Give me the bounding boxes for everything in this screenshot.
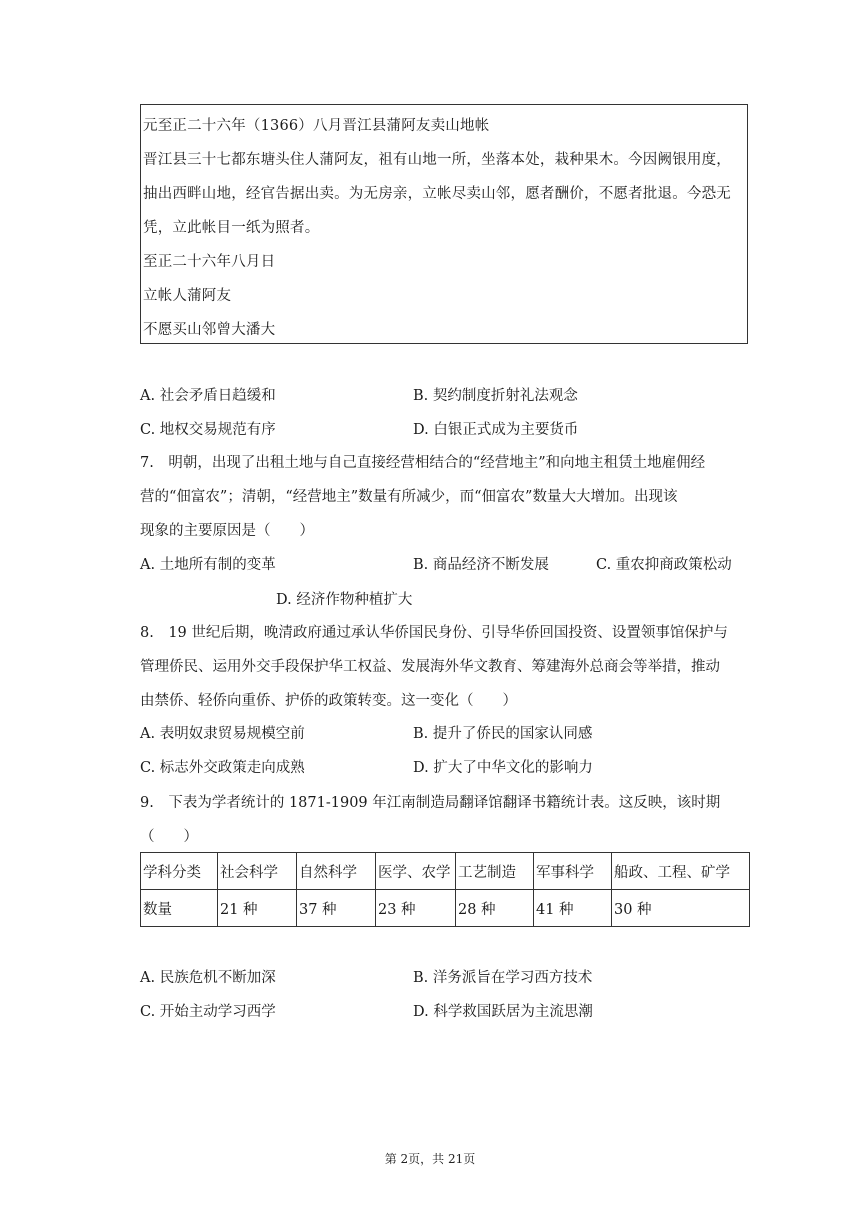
table-cell: 23 种 — [376, 890, 456, 927]
question-text: 7. 明朝，出现了出租土地与自己直接经营相结合的“经营地主”和向地主租赁土地雇佣经 — [140, 455, 706, 471]
table-cell: 学科分类 — [141, 853, 218, 890]
question-text: 9. 下表为学者统计的 1871-1909 年江南制造局翻译馆翻译书籍统计表。这反映，该时期 — [140, 795, 721, 811]
table-cell: 21 种 — [218, 890, 297, 927]
page-number-footer: 第 2页，共 21页 — [384, 1152, 476, 1166]
contract-box — [140, 104, 748, 344]
table-header-row — [141, 853, 750, 890]
question-9 — [140, 786, 750, 854]
table-cell: 工艺制造 — [456, 853, 534, 890]
q9-option-d[interactable]: D. 科学救国跃居为主流思潮 — [413, 1004, 593, 1020]
table-cell: 28 种 — [456, 890, 534, 927]
question-text: 管理侨民、运用外交手段保护华工权益、发展海外华文教育、筹建海外总商会等举措，推动 — [140, 659, 720, 675]
q8-option-a[interactable]: A. 表明奴隶贸易规模空前 — [140, 726, 305, 742]
q7-option-d[interactable]: D. 经济作物种植扩大 — [276, 592, 413, 608]
q6-option-a[interactable]: A. 社会矛盾日趋缓和 — [140, 388, 276, 404]
question-text: 营的“佃富农”；清朝，“经营地主”数量有所减少，而“佃富农”数量大大增加。出现该 — [140, 489, 678, 505]
q8-option-b[interactable]: B. 提升了侨民的国家认同感 — [413, 726, 593, 742]
translation-stats-table — [140, 852, 750, 927]
q6-option-c[interactable]: C. 地权交易规范有序 — [140, 422, 276, 438]
contract-line: 不愿买山邻曾大潘大 — [143, 322, 276, 338]
table-cell: 30 种 — [612, 890, 750, 927]
table-cell: 数量 — [141, 890, 218, 927]
q7-option-a[interactable]: A. 土地所有制的变革 — [140, 557, 276, 573]
question-8 — [140, 616, 750, 718]
q9-option-c[interactable]: C. 开始主动学习西学 — [140, 1004, 276, 1020]
question-text: 由禁侨、轻侨向重侨、护侨的政策转变。这一变化（ ） — [140, 693, 517, 709]
table-cell: 自然科学 — [297, 853, 376, 890]
q6-option-b[interactable]: B. 契约制度折射礼法观念 — [413, 388, 578, 404]
question-text: （ ） — [140, 829, 198, 845]
question-7 — [140, 446, 750, 548]
contract-line: 晋江县三十七都东塘头住人蒲阿友，祖有山地一所，坐落本处，栽种果木。今因阙银用度， — [143, 152, 731, 168]
table-cell: 医学、农学 — [376, 853, 456, 890]
q6-option-d[interactable]: D. 白银正式成为主要货币 — [413, 422, 579, 438]
contract-line: 立帐人蒲阿友 — [143, 288, 232, 304]
contract-line: 至正二十六年八月日 — [143, 254, 276, 270]
q9-option-b[interactable]: B. 洋务派旨在学习西方技术 — [413, 970, 593, 986]
contract-line: 凭，立此帐目一纸为照者。 — [143, 220, 320, 236]
q8-option-c[interactable]: C. 标志外交政策走向成熟 — [140, 760, 305, 776]
table-cell: 船政、工程、矿学 — [612, 853, 750, 890]
contract-line: 抽出西畔山地，经官告据出卖。为无房亲，立帐尽卖山邻，愿者酬价，不愿者批退。今恐无 — [143, 186, 731, 202]
question-text: 8. 19 世纪后期，晚清政府通过承认华侨国民身份、引导华侨回国投资、设置领事馆保护与 — [140, 625, 728, 641]
contract-title: 元至正二十六年（1366）八月晋江县蒲阿友卖山地帐 — [143, 118, 490, 134]
table-cell: 军事科学 — [534, 853, 612, 890]
table-cell: 41 种 — [534, 890, 612, 927]
table-cell: 37 种 — [297, 890, 376, 927]
q7-option-b[interactable]: B. 商品经济不断发展 — [413, 557, 549, 573]
table-row — [141, 890, 750, 927]
q9-option-a[interactable]: A. 民族危机不断加深 — [140, 970, 276, 986]
table-cell: 社会科学 — [218, 853, 297, 890]
q8-option-d[interactable]: D. 扩大了中华文化的影响力 — [413, 760, 593, 776]
question-text: 现象的主要原因是（ ） — [140, 523, 314, 539]
q7-option-c[interactable]: C. 重农抑商政策松动 — [596, 557, 732, 573]
